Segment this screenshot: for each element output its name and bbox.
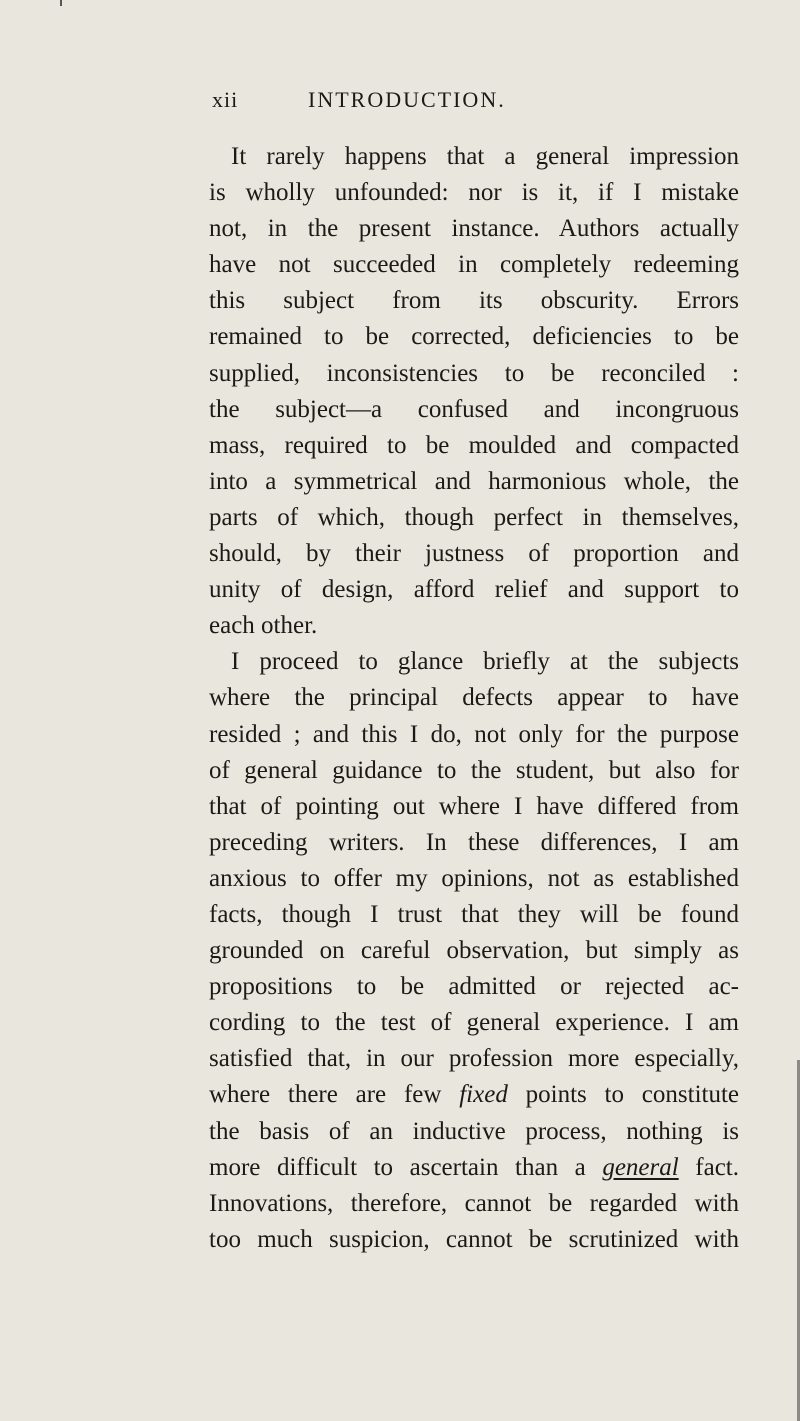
- text-line: more difficult to ascertain than a general fact.: [209, 1153, 739, 1181]
- text-line: unity of design, afford relief and support to: [209, 576, 739, 604]
- chapter-title: INTRODUCTION.: [308, 87, 506, 112]
- text-line: where the principal defects appear to have: [209, 684, 739, 712]
- text-line: I proceed to glance briefly at the subjects: [231, 648, 739, 676]
- text-line: where there are few fixed points to constitute: [209, 1081, 739, 1109]
- text-line: that of pointing out where I have differed from: [209, 792, 739, 820]
- text-line: not, in the present instance. Authors actually: [209, 215, 739, 243]
- text-line: into a symmetrical and harmonious whole, the: [209, 467, 739, 495]
- text-line: anxious to offer my opinions, not as established: [209, 864, 739, 892]
- text-line: satisfied that, in our profession more especially,: [209, 1045, 739, 1073]
- text-line: propositions to be admitted or rejected ac-: [209, 973, 739, 1001]
- emphasis-general: general: [602, 1153, 679, 1181]
- text-line: remained to be corrected, deficiencies to be: [209, 323, 739, 351]
- text-line: this subject from its obscurity. Errors: [209, 287, 739, 315]
- body-text: [209, 139, 739, 1258]
- text-line: the subject—a confused and incongruous: [209, 395, 739, 423]
- text-line: resided ; and this I do, not only for the purpose: [209, 720, 739, 748]
- text-line: mass, required to be moulded and compacted: [209, 431, 739, 459]
- page-number: xii: [212, 87, 239, 112]
- text-line: of general guidance to the student, but also for: [209, 756, 739, 784]
- text-line: the basis of an inductive process, nothing is: [209, 1117, 739, 1145]
- text-line: supplied, inconsistencies to be reconciled :: [209, 359, 739, 387]
- text-line: is wholly unfounded: nor is it, if I mistake: [209, 179, 739, 207]
- text-line: each other.: [209, 612, 318, 640]
- text-line: Innovations, therefore, cannot be regarded with: [209, 1189, 739, 1217]
- text-line: facts, though I trust that they will be found: [209, 900, 739, 928]
- text-line: grounded on careful observation, but simply as: [209, 937, 739, 965]
- text-line: cording to the test of general experience. I am: [209, 1009, 739, 1037]
- text-line: too much suspicion, cannot be scrutinized with: [209, 1225, 739, 1253]
- text-line: parts of which, though perfect in themselves,: [209, 503, 739, 531]
- text-line: have not succeeded in completely redeeming: [209, 251, 739, 279]
- text-line: It rarely happens that a general impression: [231, 143, 739, 170]
- scan-mark: [60, 0, 62, 6]
- emphasis-fixed: fixed: [459, 1081, 508, 1109]
- running-head: [210, 87, 630, 117]
- text-line: should, by their justness of proportion and: [209, 540, 739, 568]
- text-line: preceding writers. In these differences, I am: [209, 828, 739, 856]
